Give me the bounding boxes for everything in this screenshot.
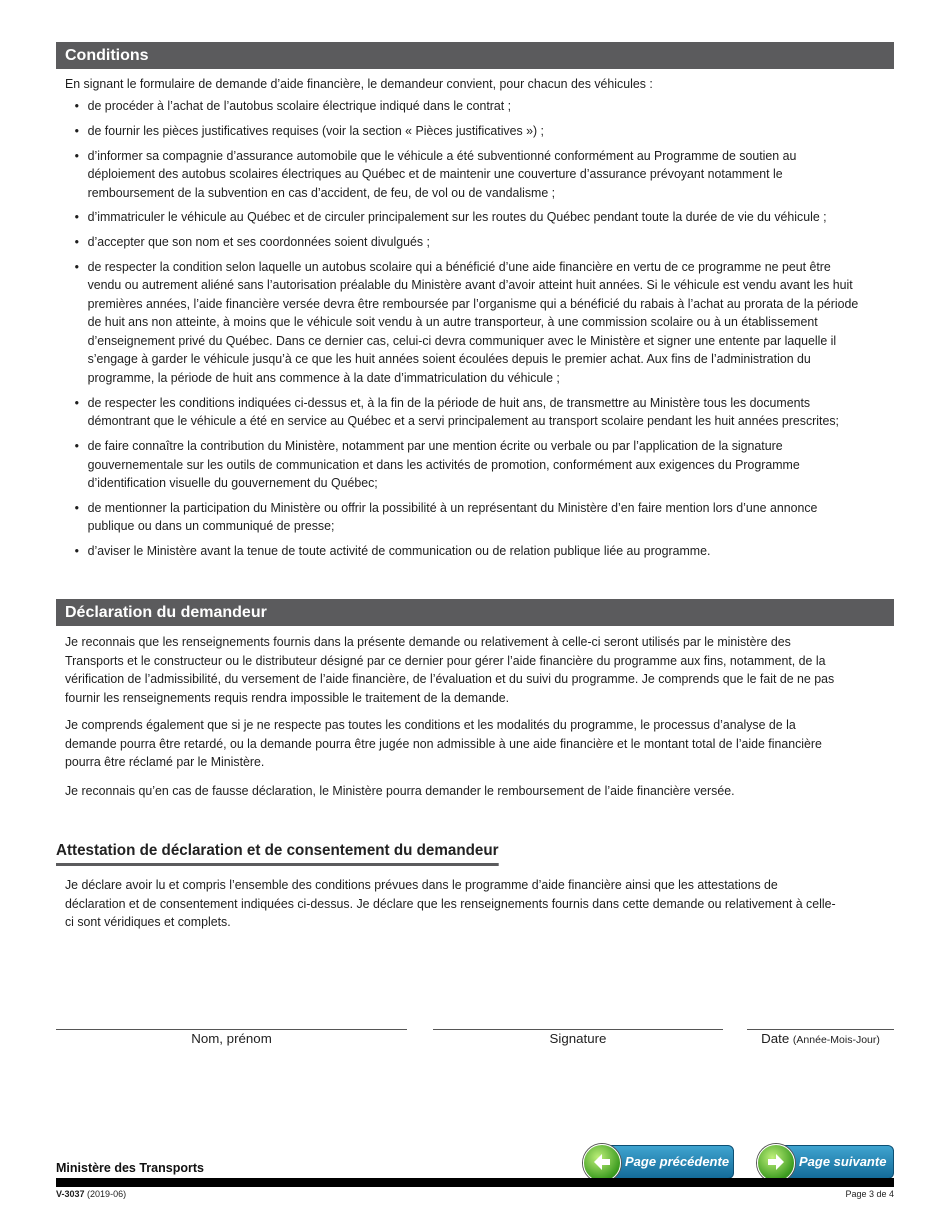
declaration-title: Déclaration du demandeur [65,604,267,621]
list-item: • d’immatriculer le véhicule au Québec et de circuler principalement sur les routes du Québec pendant toute la durée de vie du véhicule ; [74,209,827,225]
declaration-paragraph-2: Je comprends également que si je ne respecte pas toutes les conditions et les modalités du programme, le processus d’analyse de la demande pourra être retardé, ou la demande pourra être jugée non admissible à une aide financière et le montant total de l’aide financière pourra être réclamé par le Ministère. [65,717,822,769]
list-item: • de mentionner la participation du Ministère ou offrir la possibilité à un représentant du Ministère d’en faire mention lors d’une annonce publique ou dans un communiqué de presse; [74,499,818,534]
date-label-group [747,1031,894,1046]
name-field[interactable] [56,1029,407,1030]
ministry-name: Ministère des Transports [56,1161,204,1175]
form-identifier [56,1189,126,1199]
footer-divider [56,1178,894,1187]
declaration-paragraph-1: Je reconnais que les renseignements fournis dans la présente demande ou relativement à celle-ci seront utilisés par le ministère des Transports et le constructeur ou le distributeur désigné par ce dernier pour gérer l’aide financière du programme aux fins, notamment, de la vérification de l’admissibilité, du versement de l’aide financière, de l’évaluation et du suivi du programme. Je comprends que le fait de ne pas fournir les renseignements requis rendra impossible le traitement de la demande. [65,634,835,705]
date-field[interactable] [747,1029,894,1030]
declaration-header [56,599,894,626]
forward-arrow-icon [757,1144,795,1182]
next-page-label: Page suivante [799,1154,887,1169]
signature-label: Signature [549,1031,607,1046]
name-label: Nom, prénom [191,1031,272,1046]
declaration-paragraph-3: Je reconnais qu’en cas de fausse déclaration, le Ministère pourra demander le remboursement de l’aide financière versée. [65,783,735,798]
conditions-intro: En signant le formulaire de demande d’aide financière, le demandeur convient, pour chacun des véhicules : [65,76,653,91]
list-item: • d’accepter que son nom et ses coordonnées soient divulgués ; [74,234,430,250]
signature-field[interactable] [433,1029,723,1030]
list-item: • de faire connaître la contribution du Ministère, notamment par une mention écrite ou verbale ou par l’application de la signature gouvernementale sur les outils de communication et dans les activités de promotion, conformément aux exigences du Programme d’identification visuelle du gouvernement du Québec; [74,438,800,491]
attestation-text: Je déclare avoir lu et compris l’ensemble des conditions prévues dans le programme d’aide financière ainsi que les attestations de déclaration et de consentement indiquées ci-dessus. Je déclare que les renseignements fournis dans cette demande ou relativement à celle-ci sont véridiques et complets. [65,877,836,929]
attestation-title: Attestation de déclaration et de consentement du demandeur [56,842,499,866]
next-page-button[interactable] [774,1145,894,1179]
date-format-hint: (Année-Mois-Jour) [792,1034,880,1046]
conditions-header [56,42,894,69]
date-label: Date [761,1031,790,1046]
conditions-title: Conditions [65,47,149,64]
list-item: • d’informer sa compagnie d’assurance automobile que le véhicule a été subventionné conformément au Programme de soutien au déploiement des autobus scolaires électriques au Québec et de maintenir une couverture d’assurance prévoyant notamment le remboursement de la subvention en cas d’accident, de feu, de vol ou de vandalisme ; [74,147,797,200]
page-number: Page 3 de 4 [845,1189,894,1199]
list-item: • de respecter la condition selon laquelle un autobus scolaire qui a bénéficié d’une aide financière en vertu de ce programme ne peut être vendu ou autrement aliéné sans l’autorisation préalable du Ministère avant d’avoir atteint huit années. Si le véhicule est vendu avant les huit premières années, l’aide financière versée devra être remboursée par l’organisme qui a bénéficié du rabais à l’achat au prorata de la période de huit ans non atteinte, à moins que le véhicule soit vendu à un autre transporteur, à une commission scolaire ou à un établissement d’enseignement privé du Québec. Dans ce dernier cas, celui-ci devra communiquer avec le Ministère et signer une entente par laquelle il s’engage à garder le véhicule jusqu’à ce que les huit années soient écoulées depuis le premier achat. Aux fins de l’administration du programme, la période de huit ans commence à la date d’immatriculation du véhicule ; [74,258,859,385]
list-item: • de fournir les pièces justificatives requises (voir la section « Pièces justificatives ») ; [74,122,544,138]
form-code: V-3037 [56,1189,85,1199]
list-item: • de respecter les conditions indiquées ci-dessus et, à la fin de la période de huit ans, de transmettre au Ministère tous les documents démontrant que le véhicule a été en service au Québec et a servi principalement au transport scolaire pendant les huit années prescrites; [74,394,839,429]
conditions-list [56,97,865,567]
list-item: • d’aviser le Ministère avant la tenue de toute activité de communication ou de relation publique liée au programme. [74,543,711,559]
back-arrow-icon [583,1144,621,1182]
previous-page-button[interactable] [600,1145,734,1179]
form-date: (2019-06) [87,1189,127,1199]
list-item: • de procéder à l’achat de l’autobus scolaire électrique indiqué dans le contrat ; [74,98,512,113]
previous-page-label: Page précédente [625,1154,730,1169]
